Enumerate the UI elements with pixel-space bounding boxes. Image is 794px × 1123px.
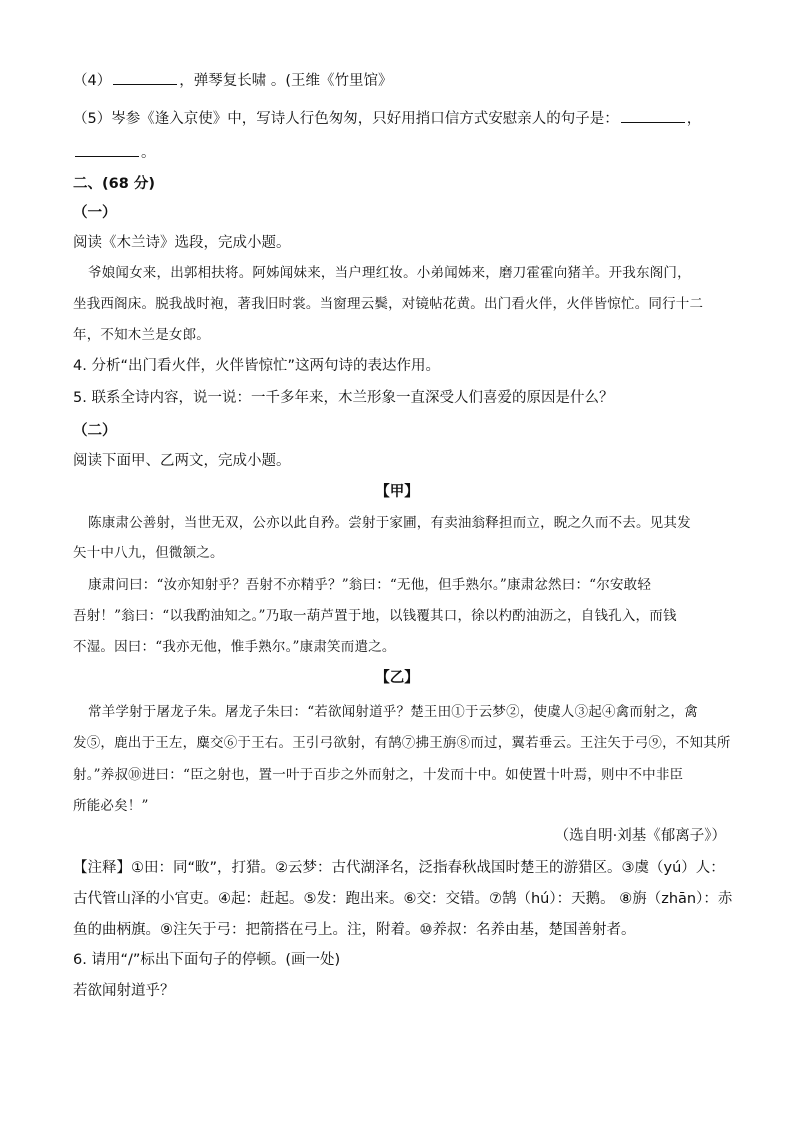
text-jia-line: 康肃问曰：“汝亦知射乎？吾射不亦精乎？”翁曰：“无他，但手熟尔。”康肃忿然曰：“尔安敢轻 [88, 577, 652, 593]
question-text: ，弹琴复长啸 。(王维《竹里馆》 [179, 73, 393, 89]
text-jia-line: 矢十中八九，但微颔之。 [73, 545, 224, 561]
text-yi-line: 所能必矣！” [73, 798, 149, 814]
question-6: 6. 请用“/”标出下面句子的停顿。(画一处) [73, 952, 341, 968]
poem-line: 爷娘闻女来，出郭相扶将。阿姊闻妹来，当户理红妆。小弟闻姊来，磨刀霍霍向猪羊。开我东阁门， [88, 265, 691, 281]
fill-in-question-5-cont [73, 142, 156, 163]
text-jia-line: 陈康肃公善射，当世无双，公亦以此自矜。尝射于家圃，有卖油翁释担而立，睨之久而不去。见其发 [88, 515, 691, 531]
punctuation: 。 [141, 145, 156, 161]
text-jia-title: 【甲】 [375, 484, 419, 500]
fill-in-question-5 [73, 108, 701, 129]
question-5: 5. 联系全诗内容，说一说：一千多年来，木兰形象一直深受人们喜爱的原因是什么？ [73, 390, 614, 406]
answer-blank[interactable] [621, 108, 685, 123]
part-label: （二） [73, 423, 117, 439]
question-number: （4） [73, 73, 112, 89]
text-jia-line: 吾射！”翁曰：“以我酌油知之。”乃取一葫芦置于地，以钱覆其口，徐以杓酌油沥之，自钱孔入，而钱 [73, 608, 677, 624]
section-heading: 二、(68 分) [73, 176, 155, 192]
annotation-line: 【注释】①田：同“畋”，打猎。②云梦：古代湖泽名，泛指春秋战国时楚王的游猎区。③虞（yú）人： [73, 860, 725, 876]
answer-blank[interactable] [113, 70, 177, 85]
question-text: 岑参《逢入京使》中，写诗人行色匆匆，只好用捎口信方式安慰亲人的句子是： [111, 111, 619, 127]
part-label: （一） [73, 205, 117, 221]
source-citation: （选自明·刘基《郁离子》） [554, 828, 726, 844]
answer-blank[interactable] [75, 142, 139, 157]
poem-line: 年，不知木兰是女郎。 [73, 327, 210, 343]
instruction: 阅读《木兰诗》选段，完成小题。 [73, 235, 291, 251]
poem-line: 坐我西阁床。脱我战时袍，著我旧时裳。当窗理云鬓，对镜帖花黄。出门看火伴，火伴皆惊忙。同行十二 [73, 296, 704, 312]
annotation-line: 鱼的曲柄旗。⑨注矢于弓：把箭搭在弓上。注，附着。⑩养叔：名养由基，楚国善射者。 [73, 922, 636, 938]
instruction: 阅读下面甲、乙两文，完成小题。 [73, 453, 291, 469]
text-yi-line: 射。”养叔⑩进曰：“臣之射也，置一叶于百步之外而射之，十发而十中。如使置十叶焉，则中不中非臣 [73, 767, 684, 783]
text-yi-line: 发⑤，鹿出于王左，麋交⑥于王右。王引弓欲射，有鹄⑦拂王旃⑧而过，翼若垂云。王注矢于弓⑨，不知其所 [73, 735, 731, 751]
question-4: 4. 分析“出门看火伴，火伴皆惊忙”这两句诗的表达作用。 [73, 358, 440, 374]
text-jia-line: 不湿。因曰：“我亦无他，惟手熟尔。”康肃笑而遣之。 [73, 639, 396, 655]
punctuation: ， [686, 111, 702, 127]
question-number: （5） [73, 111, 112, 127]
question-6-sentence: 若欲闻射道乎？ [73, 983, 175, 999]
annotation-line: 古代管山泽的小官吏。④起：赶起。⑤发：跑出来。⑥交：交错。⑦鹄（hú）：天鹅。 ⑧旃（zhān）：赤 [73, 891, 733, 907]
fill-in-question-4 [73, 70, 393, 91]
text-yi-line: 常羊学射于屠龙子朱。屠龙子朱曰：“若欲闻射道乎？楚王田①于云梦②，使虞人③起④禽而射之，禽 [88, 704, 698, 720]
text-yi-title: 【乙】 [375, 670, 419, 686]
